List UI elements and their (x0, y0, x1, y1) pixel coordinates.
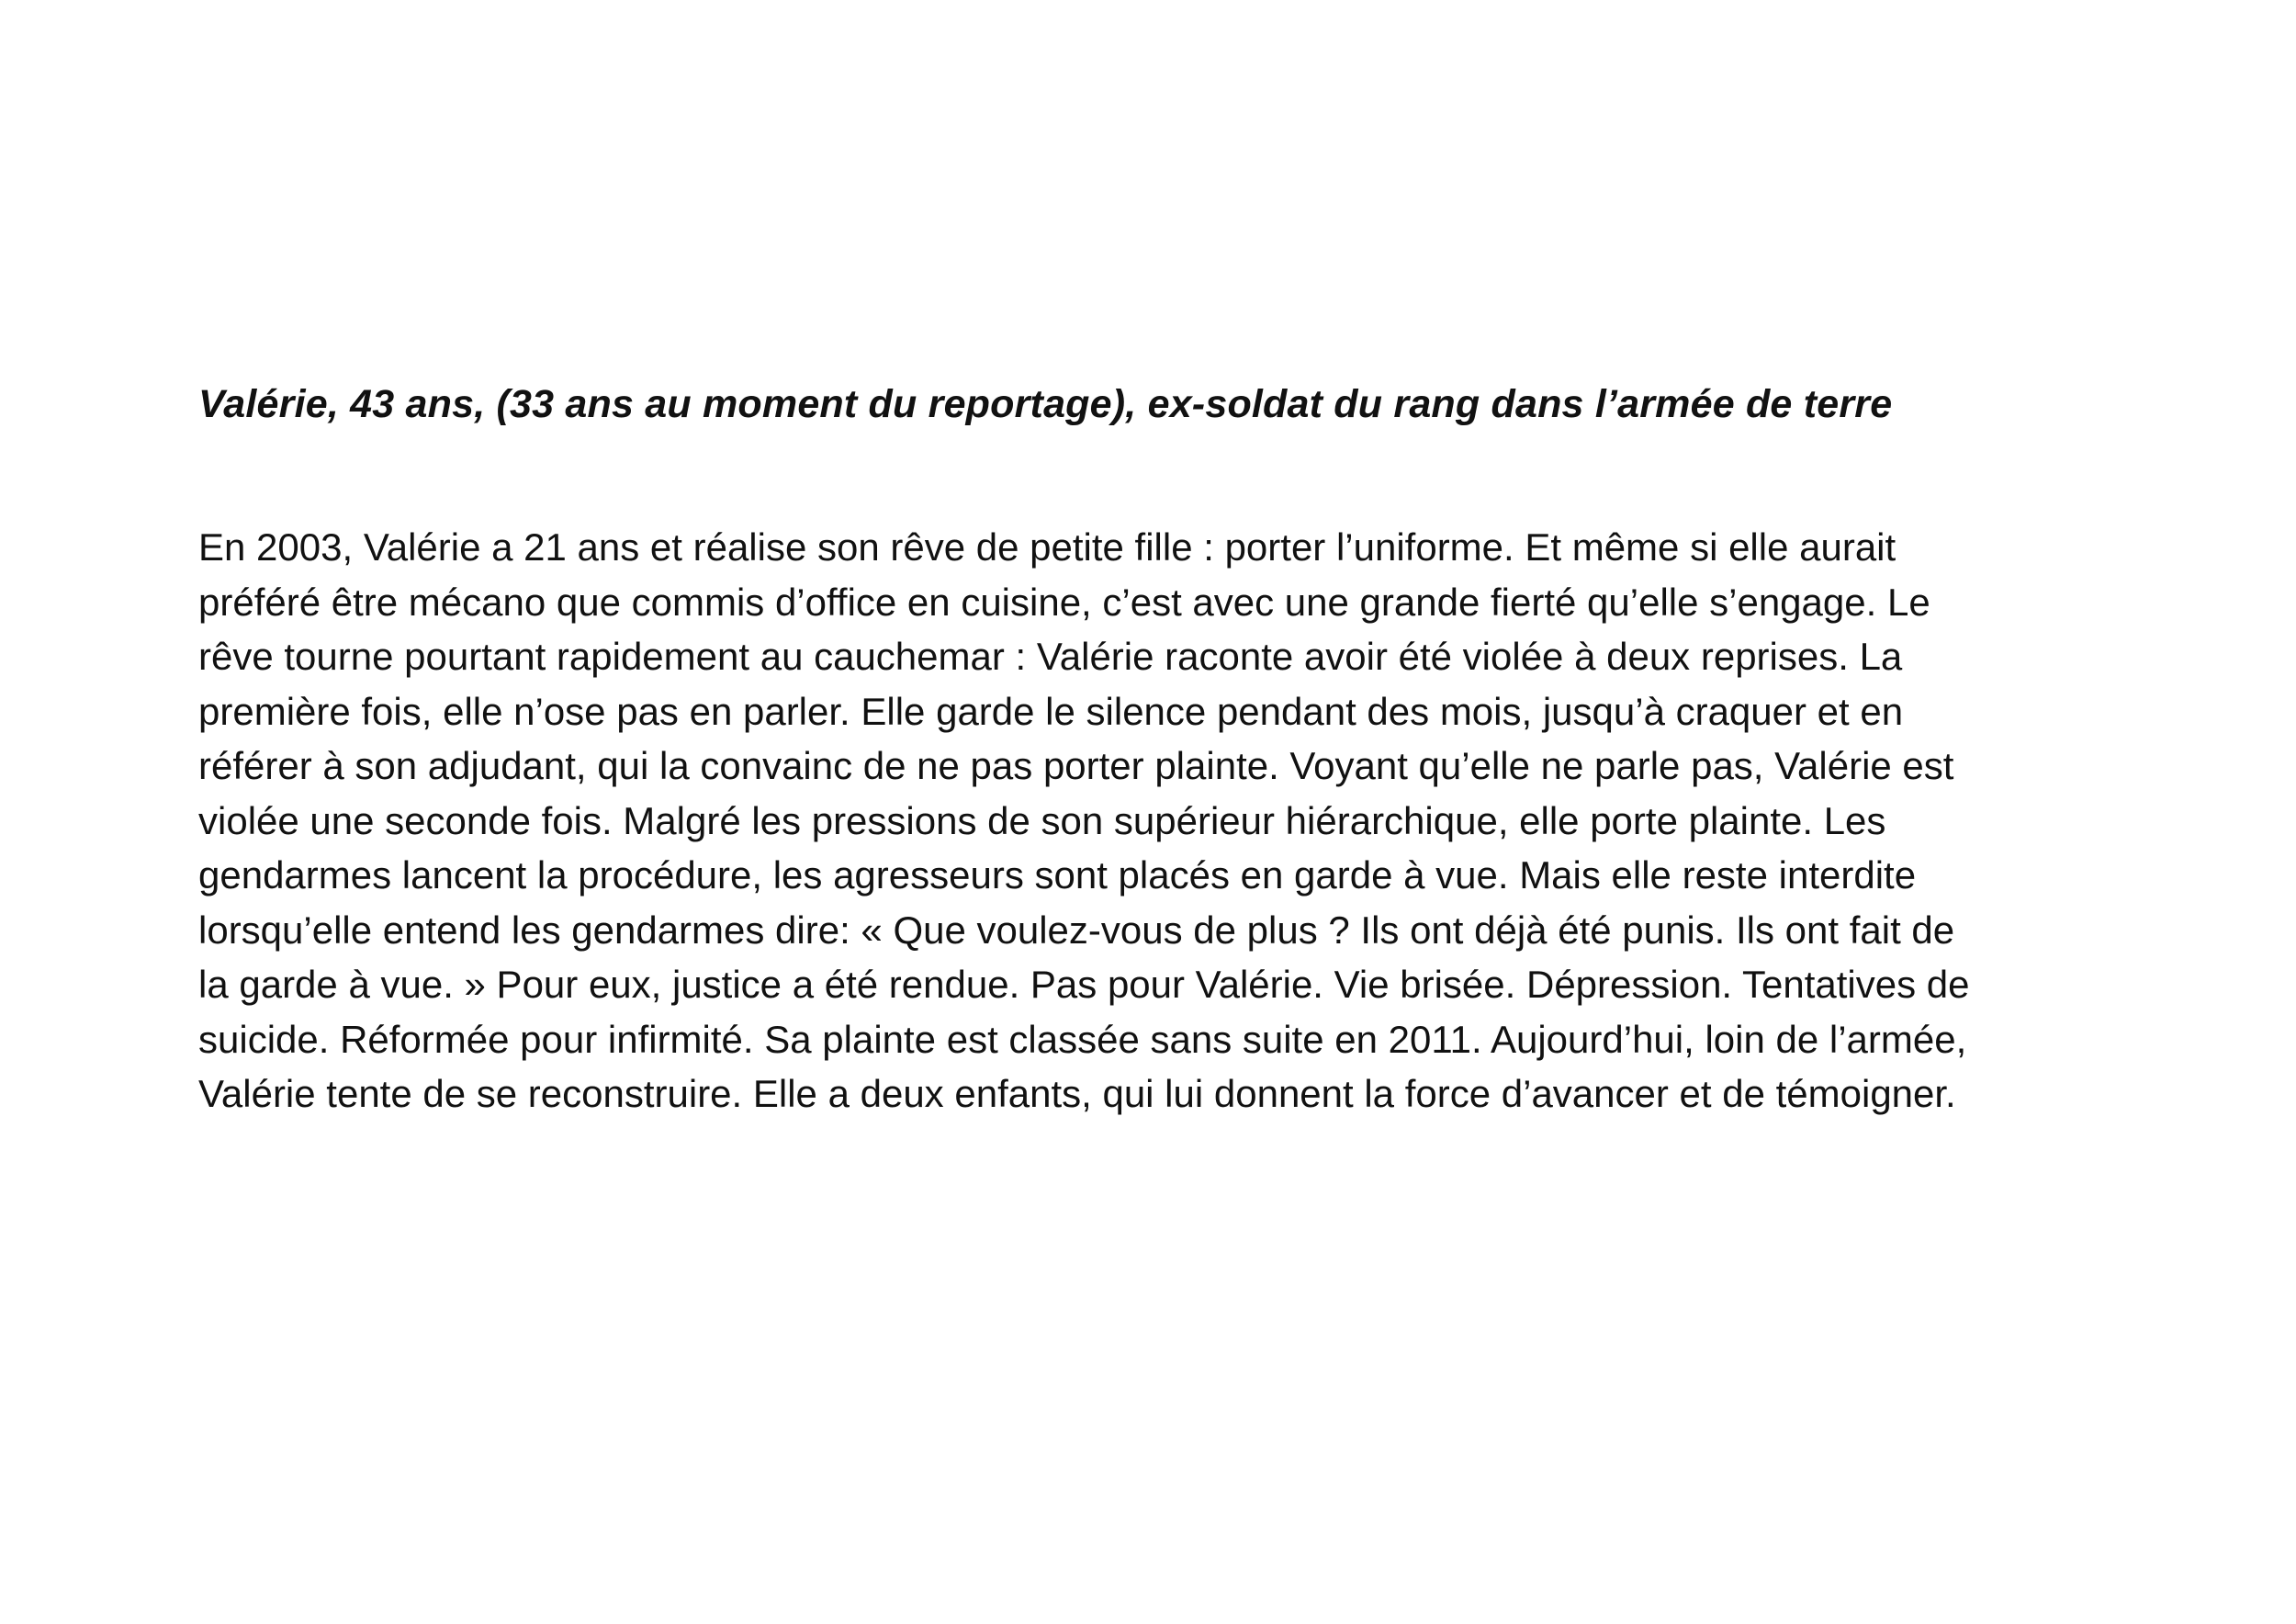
paragraph-line: violée une seconde fois. Malgré les pressions de son supérieur hiérarchique, elle porte plainte. Les (198, 798, 1886, 842)
paragraph-line: rêve tourne pourtant rapidement au cauchemar : Valérie raconte avoir été violée à deux reprises. La (198, 635, 1903, 678)
paragraph-line: lorsqu’elle entend les gendarmes dire: « Que voulez-vous de plus ? Ils ont déjà été punis. Ils ont fait de (198, 908, 1955, 952)
paragraph-line: suicide. Réformée pour infirmité. Sa plainte est classée sans suite en 2011. Aujourd’hui, loin de l’armée, (198, 1017, 1967, 1061)
paragraph-line: Valérie tente de se reconstruire. Elle a deux enfants, qui lui donnent la force d’avancer et de témoigner. (198, 1072, 1956, 1115)
paragraph-line: En 2003, Valérie a 21 ans et réalise son rêve de petite fille : porter l’uniforme. Et même si elle aurait (198, 525, 1896, 569)
paragraph-line: première fois, elle n’ose pas en parler. Elle garde le silence pendant des mois, jusqu’à craquer et en (198, 689, 1904, 733)
paragraph-line: la garde à vue. » Pour eux, justice a été rendue. Pas pour Valérie. Vie brisée. Dépression. Tentatives de (198, 963, 1970, 1006)
paragraph-line: gendarmes lancent la procédure, les agresseurs sont placés en garde à vue. Mais elle reste interdite (198, 853, 1917, 897)
document-paragraph (198, 520, 2136, 1122)
document-heading: Valérie, 43 ans, (33 ans au moment du reportage), ex-soldat du rang dans l’armée de terre (198, 382, 1893, 426)
paragraph-line: référer à son adjudant, qui la convainc de ne pas porter plainte. Voyant qu’elle ne parle pas, Valérie est (198, 744, 1954, 787)
paragraph-line: préféré être mécano que commis d’office en cuisine, c’est avec une grande fierté qu’elle s’engage. Le (198, 580, 1930, 624)
